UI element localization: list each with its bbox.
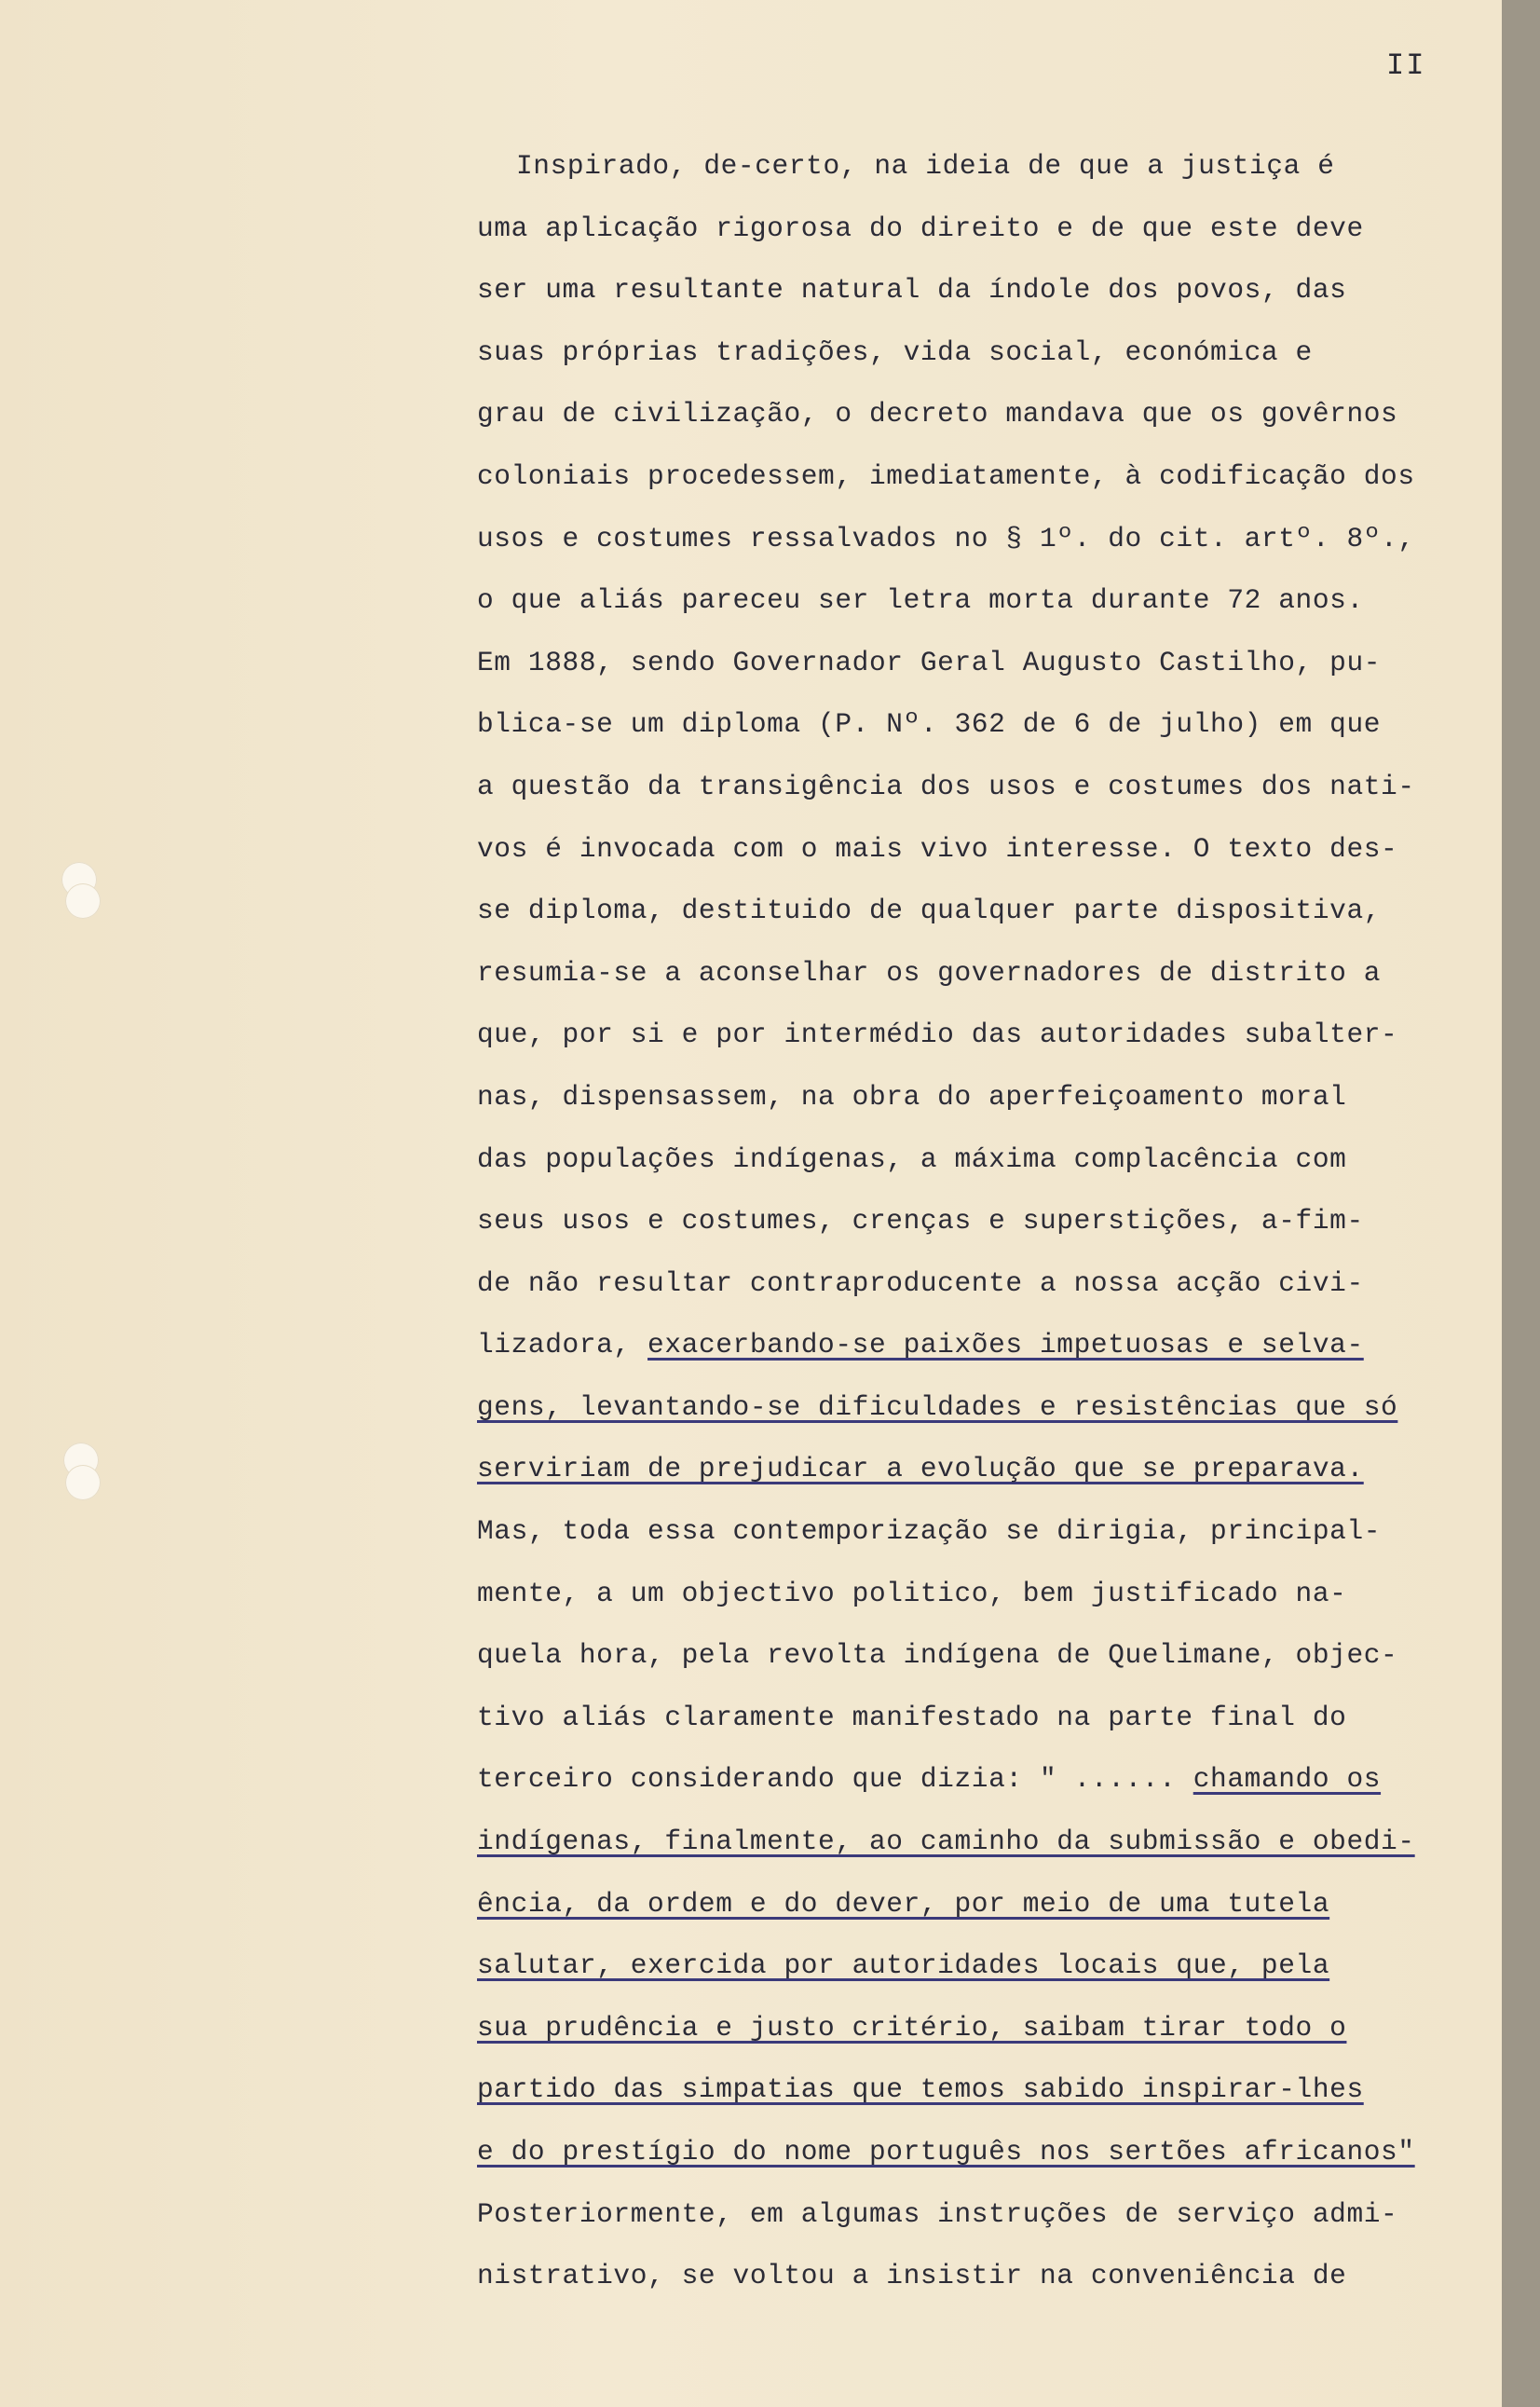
text-line [477,1873,1497,1935]
text-line [477,1997,1497,2059]
text-line [477,1624,1497,1687]
text-line [477,2245,1497,2307]
text-line-plain: de não resultar contraproducente a nossa acção civi- [477,1266,1364,1299]
text-line [477,508,1497,570]
text-line [477,321,1497,384]
text-line-plain: nistrativo, se voltou a insistir na conveniência de [477,2260,1347,2292]
text-line-plain: resumia-se a aconselhar os governadores de distrito a [477,956,1382,989]
text-line [477,1252,1497,1315]
text-line-plain: nas, dispensassem, na obra do aperfeiçoamento moral [477,1080,1347,1113]
text-line-plain: a questão da transigência dos usos e costumes dos nati- [477,770,1415,802]
text-line-plain: o que aliás pareceu ser letra morta durante 72 anos. [477,584,1364,617]
text-line-underlined: sua prudência e justo critério, saibam tirar todo o [477,2011,1347,2044]
text-line-underlined: ência, da ordem e do dever, por meio de uma tutela [477,1887,1330,1920]
text-line [477,1935,1497,1997]
text-line-underlined: partido das simpatias que temos sabido inspirar-lhes [477,2073,1364,2106]
text-line-plain: quela hora, pela revolta indígena de Quelimane, objec- [477,1639,1398,1672]
text-line-underlined: salutar, exercida por autoridades locais que, pela [477,1949,1330,1982]
text-line-plain: ser uma resultante natural da índole dos povos, das [477,274,1347,307]
text-line [477,1748,1497,1811]
text-line-plain: seus usos e costumes, crenças e superstições, a-fim- [477,1205,1364,1238]
text-line [477,2058,1497,2121]
text-line [477,1004,1497,1066]
text-line [477,198,1497,260]
text-line [477,756,1497,818]
text-line-plain: Posteriormente, em algumas instruções de serviço admi- [477,2197,1398,2230]
text-line-plain: tivo aliás claramente manifestado na parte final do [477,1701,1347,1733]
punch-hole-bottom-lower [65,1465,101,1500]
text-line-underlined: indígenas, finalmente, ao caminho da submissão e obedi- [477,1826,1415,1858]
text-line [477,135,1497,198]
text-line [477,445,1497,508]
text-line-plain: blica-se um diploma (P. Nº. 362 de 6 de julho) em que [477,708,1382,741]
text-line-plain: usos e costumes ressalvados no § 1º. do cit. artº. 8º., [477,522,1415,554]
text-line [477,1500,1497,1563]
punch-hole-top-lower [65,883,101,919]
typed-text-body [477,135,1497,2307]
text-line [477,1563,1497,1625]
text-line-plain: Mas, toda essa contemporização se dirigia, principal- [477,1515,1382,1548]
text-line [477,569,1497,632]
page-edge-shadow [1502,0,1540,2407]
text-line [477,632,1497,694]
text-line-plain: das populações indígenas, a máxima complacência com [477,1142,1347,1175]
text-line-plain: se diploma, destituido de qualquer parte dispositiva, [477,895,1382,927]
text-line-underlined: gens, levantando-se dificuldades e resistências que só [477,1390,1398,1423]
text-line [477,2183,1497,2246]
text-line-underlined: exacerbando-se paixões impetuosas e selva- [647,1329,1364,1361]
text-line [477,1128,1497,1191]
text-line-plain: lizadora, [477,1329,648,1361]
text-line [477,1190,1497,1252]
text-line [477,942,1497,1005]
text-line [477,2121,1497,2183]
text-line-underlined: chamando os [1192,1763,1382,1796]
text-line [477,1314,1497,1376]
text-line-plain: vos é invocada com o mais vivo interesse. O texto des- [477,832,1398,865]
text-line [477,1438,1497,1500]
text-line [477,1687,1497,1749]
text-line-plain: mente, a um objectivo politico, bem justificado na- [477,1577,1347,1609]
text-line-underlined: e do prestígio do nome português nos sertões africanos" [477,2136,1415,2168]
text-line-plain: uma aplicação rigorosa do direito e de que este deve [477,212,1364,244]
text-line-plain: terceiro considerando que dizia: " ...... [477,1763,1193,1796]
text-line [477,818,1497,881]
text-line-plain: coloniais procedessem, imediatamente, à codificação dos [477,459,1415,492]
text-line [477,383,1497,445]
text-line-plain: grau de civilização, o decreto mandava que os govêrnos [477,398,1398,431]
text-line [477,1376,1497,1439]
text-line [477,880,1497,942]
text-line [477,259,1497,321]
text-line-plain: que, por si e por intermédio das autoridades subalter- [477,1019,1398,1051]
text-line-plain: Inspirado, de-certo, na ideia de que a justiça é [516,150,1335,182]
text-line [477,693,1497,756]
text-line [477,1066,1497,1128]
text-line-plain: suas próprias tradições, vida social, económica e [477,335,1313,368]
text-line-underlined: serviriam de prejudicar a evolução que se preparava. [477,1453,1364,1485]
page-number: II [1386,48,1426,83]
text-line-plain: Em 1888, sendo Governador Geral Augusto Castilho, pu- [477,646,1382,678]
text-line [477,1811,1497,1873]
